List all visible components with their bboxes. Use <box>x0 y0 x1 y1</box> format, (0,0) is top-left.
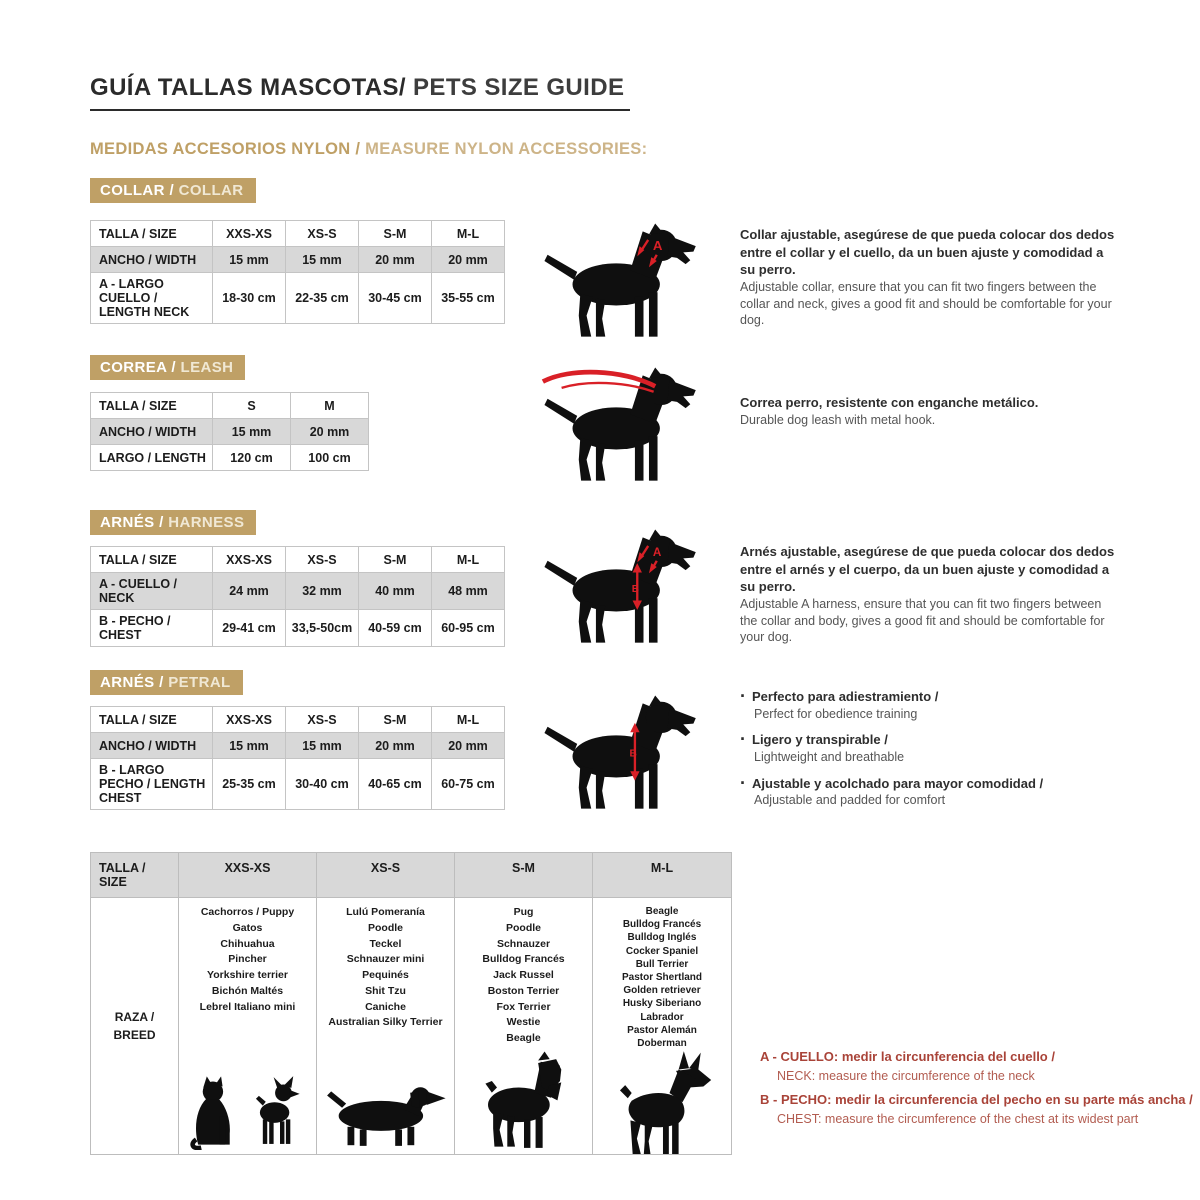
leash-size-table <box>90 392 369 471</box>
harness-badge <box>90 510 256 535</box>
table-cell: 15 mm <box>286 733 359 759</box>
table-cell: 40 mm <box>359 573 432 610</box>
breed-item: Pug <box>513 906 534 918</box>
breed-list-xs-s <box>328 905 442 1031</box>
table-cell: 29-41 cm <box>213 610 286 647</box>
breed-item: Beagle <box>506 1032 541 1044</box>
table-row <box>91 733 505 759</box>
petral-bullet-es: · Ajustable y acolchado para mayor comodidad / <box>752 775 1044 791</box>
table-row <box>91 759 505 810</box>
table-row <box>91 393 369 419</box>
table-cell: M-L <box>432 547 505 573</box>
table-cell: S <box>213 393 291 419</box>
page-title-en: PETS SIZE GUIDE <box>405 74 625 101</box>
measure-point-a-label: A <box>652 546 662 560</box>
petral-bullet <box>740 775 1120 809</box>
breed-item: Pastor Alemán <box>627 1024 697 1036</box>
leash-badge <box>90 355 245 380</box>
leash-description-es: Correa perro, resistente con enganche metálico. <box>740 395 1039 410</box>
doberman-icon <box>608 1050 716 1154</box>
table-cell: 15 mm <box>213 733 286 759</box>
table-cell: M-L <box>432 221 505 247</box>
breed-item: Bulldog Francés <box>482 953 565 966</box>
leash-description-en: Durable dog leash with metal hook. <box>740 412 936 427</box>
breed-table-header <box>91 853 731 898</box>
petral-badge <box>90 670 243 695</box>
table-cell: 48 mm <box>432 573 505 610</box>
breed-list-m-l <box>622 905 702 1050</box>
breed-item: Caniche <box>365 1000 406 1013</box>
petral-bullet-en: Perfect for obedience training <box>754 706 918 721</box>
leash-badge-es: CORREA / <box>100 359 176 376</box>
table-cell: B - PECHO / CHEST <box>91 610 213 647</box>
measure-point-b-label: B <box>629 748 637 760</box>
table-cell: TALLA / SIZE <box>91 393 213 419</box>
table-cell: 15 mm <box>286 247 359 273</box>
silhouettes-m-l <box>608 1050 716 1154</box>
table-row <box>91 419 369 445</box>
breed-item: Pastor Shertland <box>621 971 703 983</box>
table-cell: 40-65 cm <box>359 759 432 810</box>
breed-item: Husky Siberiano <box>622 998 702 1010</box>
harness-badge-es: ARNÉS / <box>100 514 164 531</box>
breed-item: Schnauzer <box>496 937 551 950</box>
breed-item: Jack Russel <box>493 969 554 981</box>
breed-header-xs-s: XS-S <box>317 853 455 897</box>
collar-dog-illustration <box>538 222 710 344</box>
petral-bullet-es: · Ligero y transpirable / <box>752 732 888 748</box>
breed-item: Lulú Pomeranía <box>346 906 425 918</box>
breed-item: Labrador <box>640 1011 684 1023</box>
breed-header-s-m: S-M <box>455 853 593 897</box>
breed-item: Poodle <box>505 921 541 934</box>
breed-table-body <box>91 898 731 1154</box>
note-neck-es: A - CUELLO: medir la circunferencia del cuello / <box>760 1049 1055 1064</box>
dachshund-icon <box>323 1075 449 1150</box>
table-cell: 25-35 cm <box>213 759 286 810</box>
table-cell: 20 mm <box>359 247 432 273</box>
petral-bullet-es: · Perfecto para adiestramiento / <box>752 689 939 704</box>
table-cell: 100 cm <box>291 445 369 471</box>
breed-cell-xxs-xs <box>179 898 317 1154</box>
petral-dog-illustration <box>538 694 710 816</box>
breed-list-s-m <box>482 905 564 1047</box>
table-row <box>91 707 505 733</box>
table-cell: 30-40 cm <box>286 759 359 810</box>
table-cell: 32 mm <box>286 573 359 610</box>
petral-bullet-en: Adjustable and padded for comfort <box>754 793 946 808</box>
breed-item: Beagle <box>645 906 679 917</box>
breed-item: Cachorros / Puppy <box>200 906 295 918</box>
breed-item: Teckel <box>369 937 402 950</box>
table-cell: ANCHO / WIDTH <box>91 247 213 273</box>
table-cell: XS-S <box>286 221 359 247</box>
table-cell: 22-35 cm <box>286 273 359 324</box>
table-cell: 33,5-50cm <box>286 610 359 647</box>
harness-size-table <box>90 546 505 647</box>
silhouettes-s-m <box>479 1050 569 1154</box>
table-cell: ANCHO / WIDTH <box>91 419 213 445</box>
petral-badge-en: PETRAL <box>163 674 231 691</box>
breed-row-label-en: BREED <box>113 1028 156 1042</box>
dog-petral-icon <box>538 694 710 811</box>
collar-size-table <box>90 220 505 324</box>
table-row <box>91 221 505 247</box>
petral-bullet <box>740 688 1120 722</box>
petral-bullet <box>740 731 1120 765</box>
leash-dog-illustration <box>538 366 710 488</box>
table-cell: A - LARGO CUELLO / LENGTH NECK <box>91 273 213 324</box>
harness-description-en: Adjustable A harness, ensure that you can fit two fingers between the collar and body, gives a good fit and should be comfortable for your dog. <box>740 596 1105 645</box>
measure-notes <box>760 1048 1196 1134</box>
note-chest <box>760 1091 1196 1128</box>
breed-item: Bulldog Francés <box>622 919 702 931</box>
table-cell: 30-45 cm <box>359 273 432 324</box>
petral-size-table <box>90 706 505 810</box>
note-neck-en: NECK: measure the circumference of the neck <box>777 1068 1035 1083</box>
table-cell: XS-S <box>286 707 359 733</box>
breed-item: Pequinés <box>362 969 409 981</box>
leash-badge-en: LEASH <box>175 359 234 376</box>
petral-bullet-en: Lightweight and breathable <box>754 749 905 764</box>
breed-header-xxs-xs: XXS-XS <box>179 853 317 897</box>
table-cell: 60-75 cm <box>432 759 505 810</box>
table-cell: 24 mm <box>213 573 286 610</box>
breed-item: Boston Terrier <box>487 984 560 997</box>
note-chest-en: CHEST: measure the circumference of the chest at its widest part <box>777 1111 1139 1126</box>
breed-item: Schnauzer mini <box>346 953 425 966</box>
table-row <box>91 610 505 647</box>
table-cell: S-M <box>359 547 432 573</box>
breed-row-label <box>91 898 179 1154</box>
harness-description <box>740 543 1116 646</box>
table-cell: TALLA / SIZE <box>91 221 213 247</box>
subtitle-en: MEASURE NYLON ACCESSORIES: <box>360 140 648 158</box>
table-cell: S-M <box>359 707 432 733</box>
breed-item: Pincher <box>228 953 267 966</box>
table-cell: LARGO / LENGTH <box>91 445 213 471</box>
breed-item: Doberman <box>637 1037 687 1049</box>
page-title-es: GUÍA TALLAS MASCOTAS/ <box>90 74 406 101</box>
breed-cell-s-m <box>455 898 593 1154</box>
table-cell: 35-55 cm <box>432 273 505 324</box>
schnauzer-icon <box>479 1050 569 1150</box>
table-cell: 60-95 cm <box>432 610 505 647</box>
dog-leash-icon <box>538 366 710 483</box>
collar-description-en: Adjustable collar, ensure that you can fit two fingers between the collar and neck, gives a good fit and should be comfortable for your dog. <box>740 279 1112 328</box>
breed-header-size: TALLA / SIZE <box>91 853 179 897</box>
breed-header-m-l: M-L <box>650 861 674 875</box>
table-cell: B - LARGO PECHO / LENGTH CHEST <box>91 759 213 810</box>
table-cell: TALLA / SIZE <box>91 707 213 733</box>
breed-item: Cocker Spaniel <box>625 945 699 957</box>
leash-description <box>740 394 1116 428</box>
collar-description-es: Collar ajustable, asegúrese de que pueda colocar dos dedos entre el collar y el cuello, da un buen ajuste y comodidad a su perro. <box>740 227 1115 278</box>
breed-item: Australian Silky Terrier <box>328 1016 443 1029</box>
table-row <box>91 273 505 324</box>
table-cell: 40-59 cm <box>359 610 432 647</box>
breed-table <box>90 852 732 1155</box>
table-cell: M <box>291 393 369 419</box>
table-cell: ANCHO / WIDTH <box>91 733 213 759</box>
table-cell: XS-S <box>286 547 359 573</box>
table-row <box>91 547 505 573</box>
table-cell: TALLA / SIZE <box>91 547 213 573</box>
page-title <box>90 74 630 111</box>
subtitle-es: MEDIDAS ACCESORIOS NYLON / <box>90 140 361 158</box>
collar-description <box>740 226 1116 329</box>
breed-cell-m-l <box>593 898 731 1154</box>
table-cell: 15 mm <box>213 419 291 445</box>
table-cell: XXS-XS <box>213 221 286 247</box>
table-cell: 20 mm <box>432 247 505 273</box>
table-row <box>91 445 369 471</box>
breed-item: Yorkshire terrier <box>207 969 288 981</box>
measure-point-b-label: B <box>631 583 640 595</box>
petral-feature-list <box>740 688 1120 818</box>
table-cell: 15 mm <box>213 247 286 273</box>
silhouettes-xs-s <box>323 1075 449 1154</box>
table-row <box>91 573 505 610</box>
table-cell: M-L <box>432 707 505 733</box>
breed-item: Bulldog Inglés <box>627 932 697 944</box>
table-cell: 20 mm <box>432 733 505 759</box>
cat-icon <box>189 1073 245 1150</box>
table-cell: 20 mm <box>359 733 432 759</box>
note-neck <box>760 1048 1196 1085</box>
table-cell: S-M <box>359 221 432 247</box>
breed-item: Chihuahua <box>220 937 275 950</box>
collar-badge <box>90 178 256 203</box>
harness-badge-en: HARNESS <box>163 514 245 531</box>
breed-item: Poodle <box>367 921 403 934</box>
table-cell: 120 cm <box>213 445 291 471</box>
table-cell: XXS-XS <box>213 547 286 573</box>
measure-point-a-label: A <box>652 238 663 254</box>
collar-badge-en: COLLAR <box>174 182 244 199</box>
table-cell: A - CUELLO / NECK <box>91 573 213 610</box>
table-cell: XXS-XS <box>213 707 286 733</box>
breed-item: Shit Tzu <box>365 984 406 997</box>
dog-collar-icon <box>538 222 710 339</box>
collar-badge-es: COLLAR / <box>100 182 175 199</box>
table-cell: 20 mm <box>291 419 369 445</box>
note-chest-es: B - PECHO: medir la circunferencia del pecho en su parte más ancha / <box>760 1091 1193 1107</box>
dog-harness-icon <box>538 528 710 645</box>
petral-badge-es: ARNÉS / <box>100 674 164 691</box>
harness-description-es: Arnés ajustable, asegúrese de que pueda colocar dos dedos entre el arnés y el cuerpo, da un buen ajuste y comodidad a su perro. <box>740 544 1115 595</box>
harness-dog-illustration <box>538 528 710 650</box>
table-row <box>91 247 505 273</box>
silhouettes-xxs-xs <box>189 1073 307 1154</box>
section-subtitle <box>90 140 647 159</box>
breed-row-label-es: RAZA / <box>114 1010 155 1024</box>
breed-item: Lebrel Italiano mini <box>199 1000 296 1013</box>
breed-item: Bull Terrier <box>635 958 689 970</box>
breed-item: Gatos <box>232 921 263 934</box>
breed-item: Bichón Maltés <box>211 984 284 997</box>
table-cell: 18-30 cm <box>213 273 286 324</box>
breed-list-xxs-xs <box>200 905 296 1015</box>
breed-item: Golden retriever <box>623 985 701 997</box>
chihuahua-icon <box>253 1076 307 1150</box>
breed-cell-xs-s <box>317 898 455 1154</box>
breed-item: Westie <box>506 1016 541 1029</box>
breed-item: Fox Terrier <box>496 1000 551 1013</box>
